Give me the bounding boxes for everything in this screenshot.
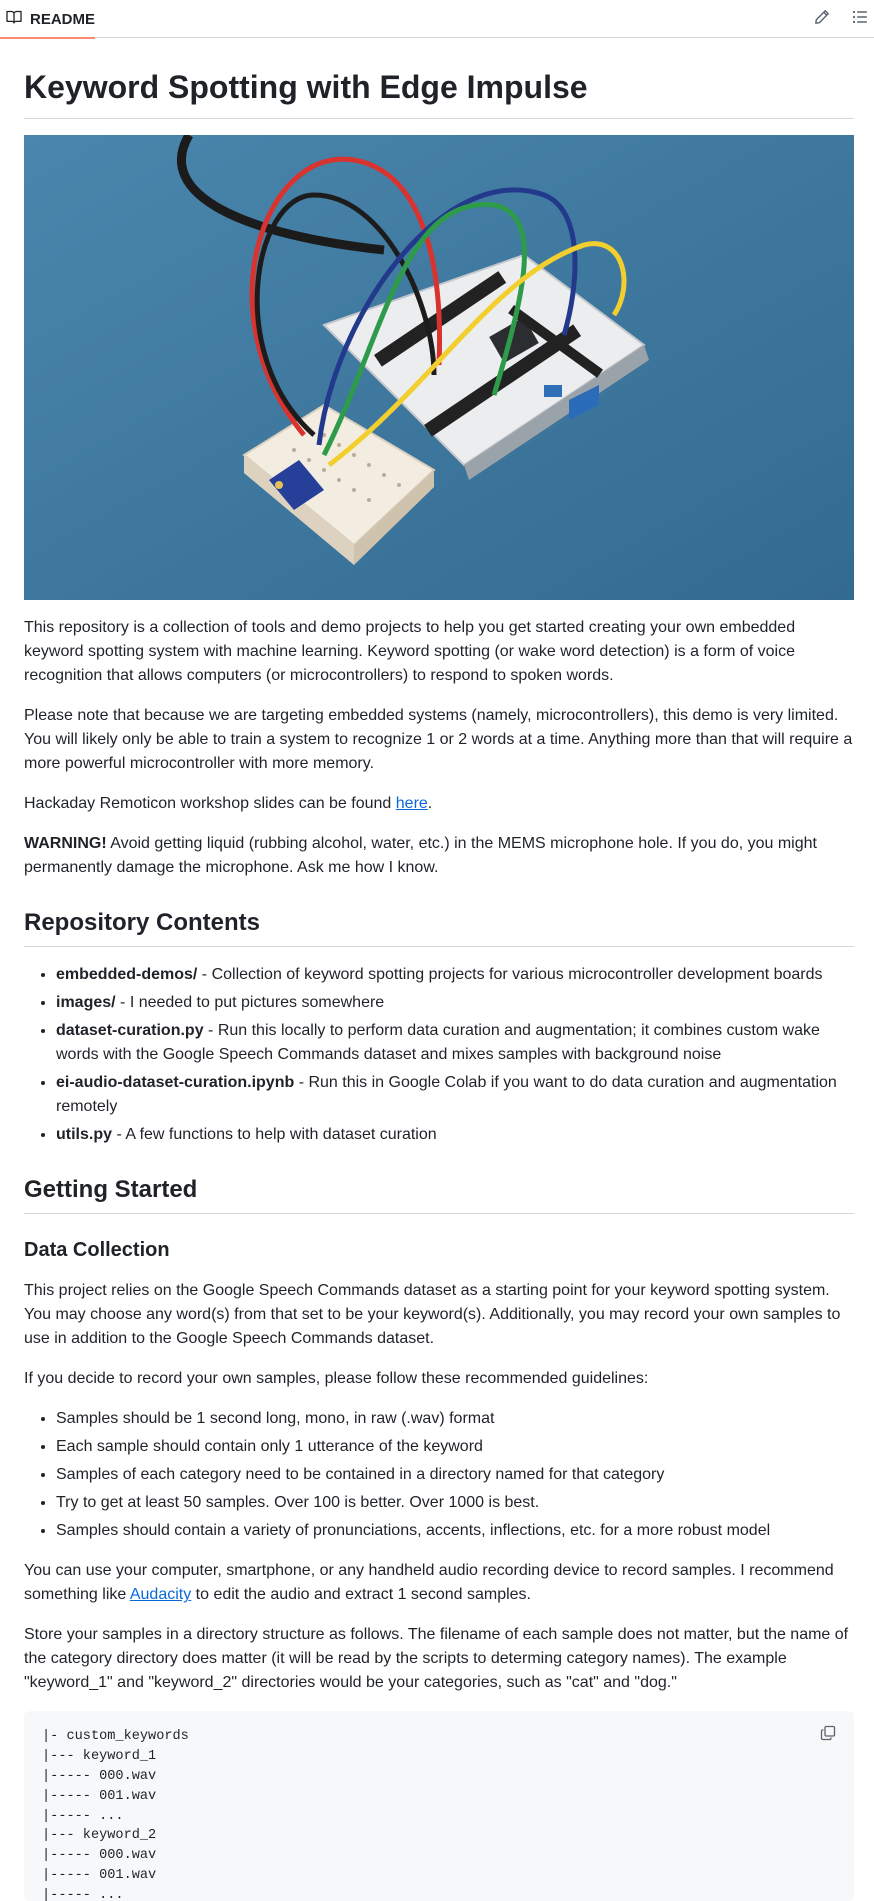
list-item: • Each sample should contain only 1 utterance of the keyword [56,1435,854,1459]
intro-paragraph-1: This repository is a collection of tools and demo projects to help you get started creating your own embedded keyword spotting system with machine learning. Keyword spotting (or wake word detection) is a form of voice recognition that allows computers (or microcontrollers) to respond to spoken words. [24,619,796,685]
item-name: dataset-curation.py [56,1022,204,1040]
item-desc: - Collection of keyword spotting projects for various microcontroller development boards [197,966,823,984]
audacity-link[interactable]: Audacity [129,1586,192,1604]
copy-button[interactable] [816,1723,840,1747]
tab-readme-label: README [30,10,96,28]
warning-label: WARNING! [24,835,107,853]
table-of-contents-button[interactable] [846,5,874,33]
getting-started-heading: Getting Started [24,1175,854,1214]
directory-structure-paragraph: Store your samples in a directory structure as follows. The filename of each sample does not matter, but the name of the category directory does matter (it will be read by the scripts to determing category names). The example "keyword_1" and "keyword_2" directories would be your categories, such as "cat" and "dog." [24,1626,849,1692]
slides-link[interactable]: here [395,795,428,813]
item-name: ei-audio-dataset-curation.ipynb [56,1074,295,1092]
repository-contents-list [24,963,854,1147]
guidelines-list [24,1407,854,1543]
item-name: images/ [56,994,116,1012]
warning-text: Avoid getting liquid (rubbing alcohol, water, etc.) in the MEMS microphone hole. If you do, you might permanently damage the microphone. Ask me how I know. [24,835,817,877]
intro-paragraph-2: Please note that because we are targeting embedded systems (namely, microcontrollers), this demo is very limited. You will likely only be able to train a system to recognize 1 or 2 words at a time. Anything more than that will require a more powerful microcontroller with more memory. [24,707,853,773]
hero-photo [24,135,854,600]
tab-readme[interactable] [0,0,95,38]
list-item: • Try to get at least 50 samples. Over 100 is better. Over 1000 is best. [56,1491,854,1515]
edit-button[interactable] [808,5,836,33]
item-name: utils.py [56,1126,113,1144]
code-content: |- custom_keywords |--- keyword_1 |----- 000.wav |----- 001.wav |----- ... |--- keyword_2 |----- 000.wav |----- 001.wav |----- ... [42,1729,189,1901]
list-item: • Samples should be 1 second long, mono, in raw (.wav) format [56,1407,854,1431]
audacity-text: You can use your computer, smartphone, or any handheld audio recording device to record samples. I recommend something like [24,1562,834,1604]
copy-icon [820,1725,836,1746]
list-item [56,991,854,1015]
repository-contents-heading: Repository Contents [24,908,854,947]
data-collection-paragraph-2: If you decide to record your own samples, please follow these recommended guidelines: [24,1370,649,1388]
audacity-text-end: to edit the audio and extract 1 second samples. [191,1586,531,1604]
data-collection-heading: Data Collection [24,1239,170,1262]
list-item [56,963,854,987]
item-desc: - A few functions to help with dataset curation [112,1126,437,1144]
list-item: • Samples of each category need to be contained in a directory named for that category [56,1463,854,1487]
code-block [24,1711,854,1901]
item-desc: - Run this locally to perform data curation and augmentation; it combines custom wake words with the Google Speech Commands dataset and mixes samples with background noise [56,1022,820,1064]
readme-content [24,38,854,1901]
slides-paragraph [24,792,854,816]
list-item [56,1071,854,1119]
slides-text-end: . [427,795,433,813]
warning-paragraph [24,832,854,880]
list-item [56,1019,854,1067]
slides-text: Hackaday Remoticon workshop slides can be found [24,795,396,813]
item-desc: - Run this in Google Colab if you want to do data curation and augmentation remotely [56,1074,837,1116]
data-collection-paragraph-1: This project relies on the Google Speech Commands dataset as a starting point for your keyword spotting system. You may choose any word(s) from that set to be your keyword(s). Additionally, you may record your own samples to use in addition to the Google Speech Commands dataset. [24,1282,841,1348]
page-title: Keyword Spotting with Edge Impulse [24,68,854,119]
pencil-icon [814,9,830,30]
readme-header [0,0,874,38]
list-item [56,1123,854,1147]
item-desc: - I needed to put pictures somewhere [115,994,385,1012]
audacity-paragraph [24,1559,854,1607]
item-name: embedded-demos/ [56,966,198,984]
list-icon [852,9,868,30]
book-icon [6,9,22,30]
list-item: • Samples should contain a variety of pronunciations, accents, inflections, etc. for a more robust model [56,1519,854,1543]
